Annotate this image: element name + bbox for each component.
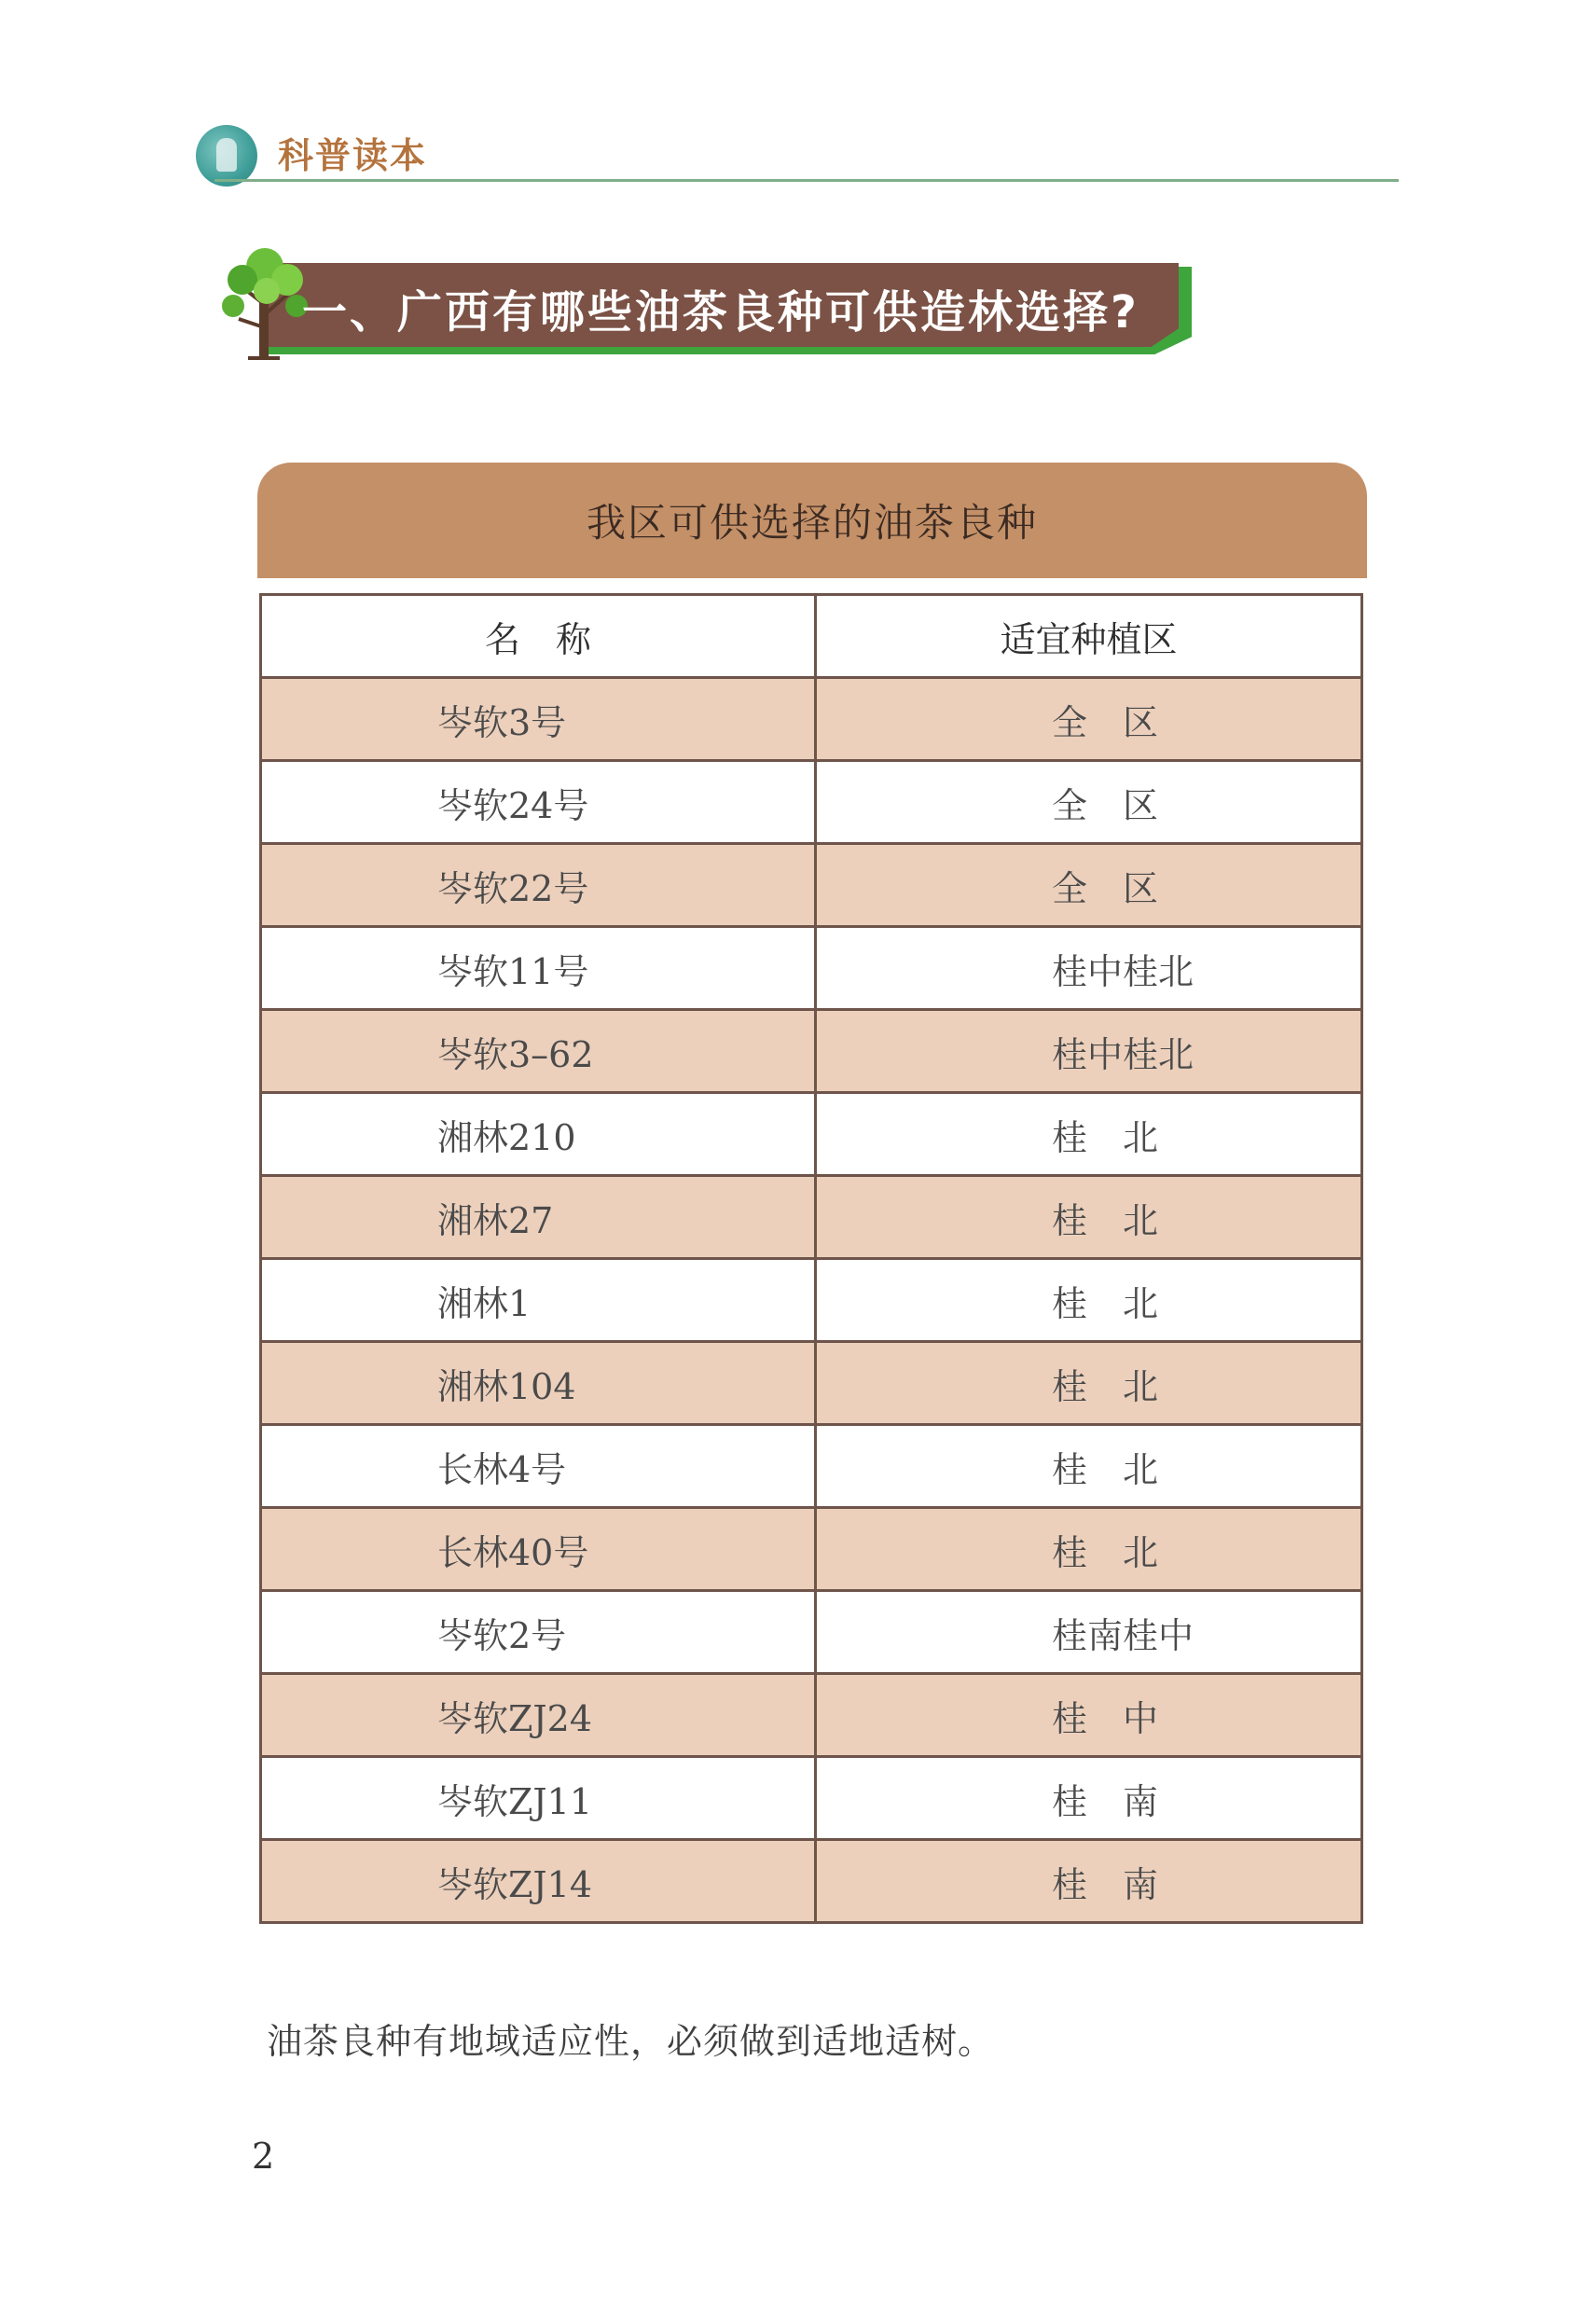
planting-region-cell: 桂中桂北 <box>816 1010 1362 1093</box>
variety-name-cell: 岑软ZJ24 <box>261 1674 816 1757</box>
planting-region-cell: 全 区 <box>816 678 1362 761</box>
table-row <box>261 1425 1362 1508</box>
planting-region-cell: 桂 北 <box>816 1176 1362 1259</box>
variety-name-cell: 长林40号 <box>261 1508 816 1591</box>
column-header-name: 名 称 <box>261 595 816 678</box>
varieties-table <box>259 593 1363 1924</box>
table-caption: 我区可供选择的油茶良种 <box>257 463 1367 578</box>
variety-name-cell: 岑软11号 <box>261 927 816 1010</box>
planting-region-cell: 桂 北 <box>816 1425 1362 1508</box>
table-row <box>261 1591 1362 1674</box>
table-body <box>261 678 1362 1923</box>
header-divider <box>214 179 1399 182</box>
planting-region-cell: 桂中桂北 <box>816 927 1362 1010</box>
planting-region-cell: 桂 北 <box>816 1342 1362 1425</box>
planting-region-cell: 桂 北 <box>816 1508 1362 1591</box>
planting-region-cell: 全 区 <box>816 761 1362 844</box>
planting-region-cell: 全 区 <box>816 844 1362 927</box>
section-title: 一、广西有哪些油茶良种可供造林选择? <box>302 286 1139 339</box>
table-row <box>261 1259 1362 1342</box>
table-row <box>261 1342 1362 1425</box>
footnote: 油茶良种有地域适应性，必须做到适地适树。 <box>267 2021 995 2062</box>
planting-region-cell: 桂 北 <box>816 1093 1362 1176</box>
variety-name-cell: 湘林27 <box>261 1176 816 1259</box>
planting-region-cell: 桂 中 <box>816 1674 1362 1757</box>
planting-region-cell: 桂 北 <box>816 1259 1362 1342</box>
page-number: 2 <box>252 2136 275 2177</box>
table-row <box>261 1508 1362 1591</box>
page-header <box>196 119 1399 185</box>
table-row <box>261 1093 1362 1176</box>
variety-name-cell: 岑软2号 <box>261 1591 816 1674</box>
variety-name-cell: 湘林1 <box>261 1259 816 1342</box>
planting-region-cell: 桂南桂中 <box>816 1591 1362 1674</box>
table-row <box>261 844 1362 927</box>
table-row <box>261 1010 1362 1093</box>
table-row <box>261 1840 1362 1923</box>
variety-name-cell: 岑软3–62 <box>261 1010 816 1093</box>
variety-name-cell: 岑软24号 <box>261 761 816 844</box>
table-row <box>261 678 1362 761</box>
variety-name-cell: 长林4号 <box>261 1425 816 1508</box>
varieties-table-container <box>257 463 1367 1924</box>
variety-name-cell: 岑软22号 <box>261 844 816 927</box>
column-header-region: 适宜种植区 <box>816 595 1362 678</box>
table-row <box>261 1674 1362 1757</box>
variety-name-cell: 岑软ZJ14 <box>261 1840 816 1923</box>
book-logo-icon <box>196 125 257 187</box>
table-row <box>261 761 1362 844</box>
header-title: 科普读本 <box>278 135 428 176</box>
variety-name-cell: 湘林104 <box>261 1342 816 1425</box>
planting-region-cell: 桂 南 <box>816 1757 1362 1840</box>
table-header-row <box>261 595 1362 678</box>
table-row <box>261 1757 1362 1840</box>
variety-name-cell: 岑软3号 <box>261 678 816 761</box>
table-row <box>261 1176 1362 1259</box>
planting-region-cell: 桂 南 <box>816 1840 1362 1923</box>
table-row <box>261 927 1362 1010</box>
section-heading-banner <box>211 239 1199 360</box>
variety-name-cell: 岑软ZJ11 <box>261 1757 816 1840</box>
variety-name-cell: 湘林210 <box>261 1093 816 1176</box>
